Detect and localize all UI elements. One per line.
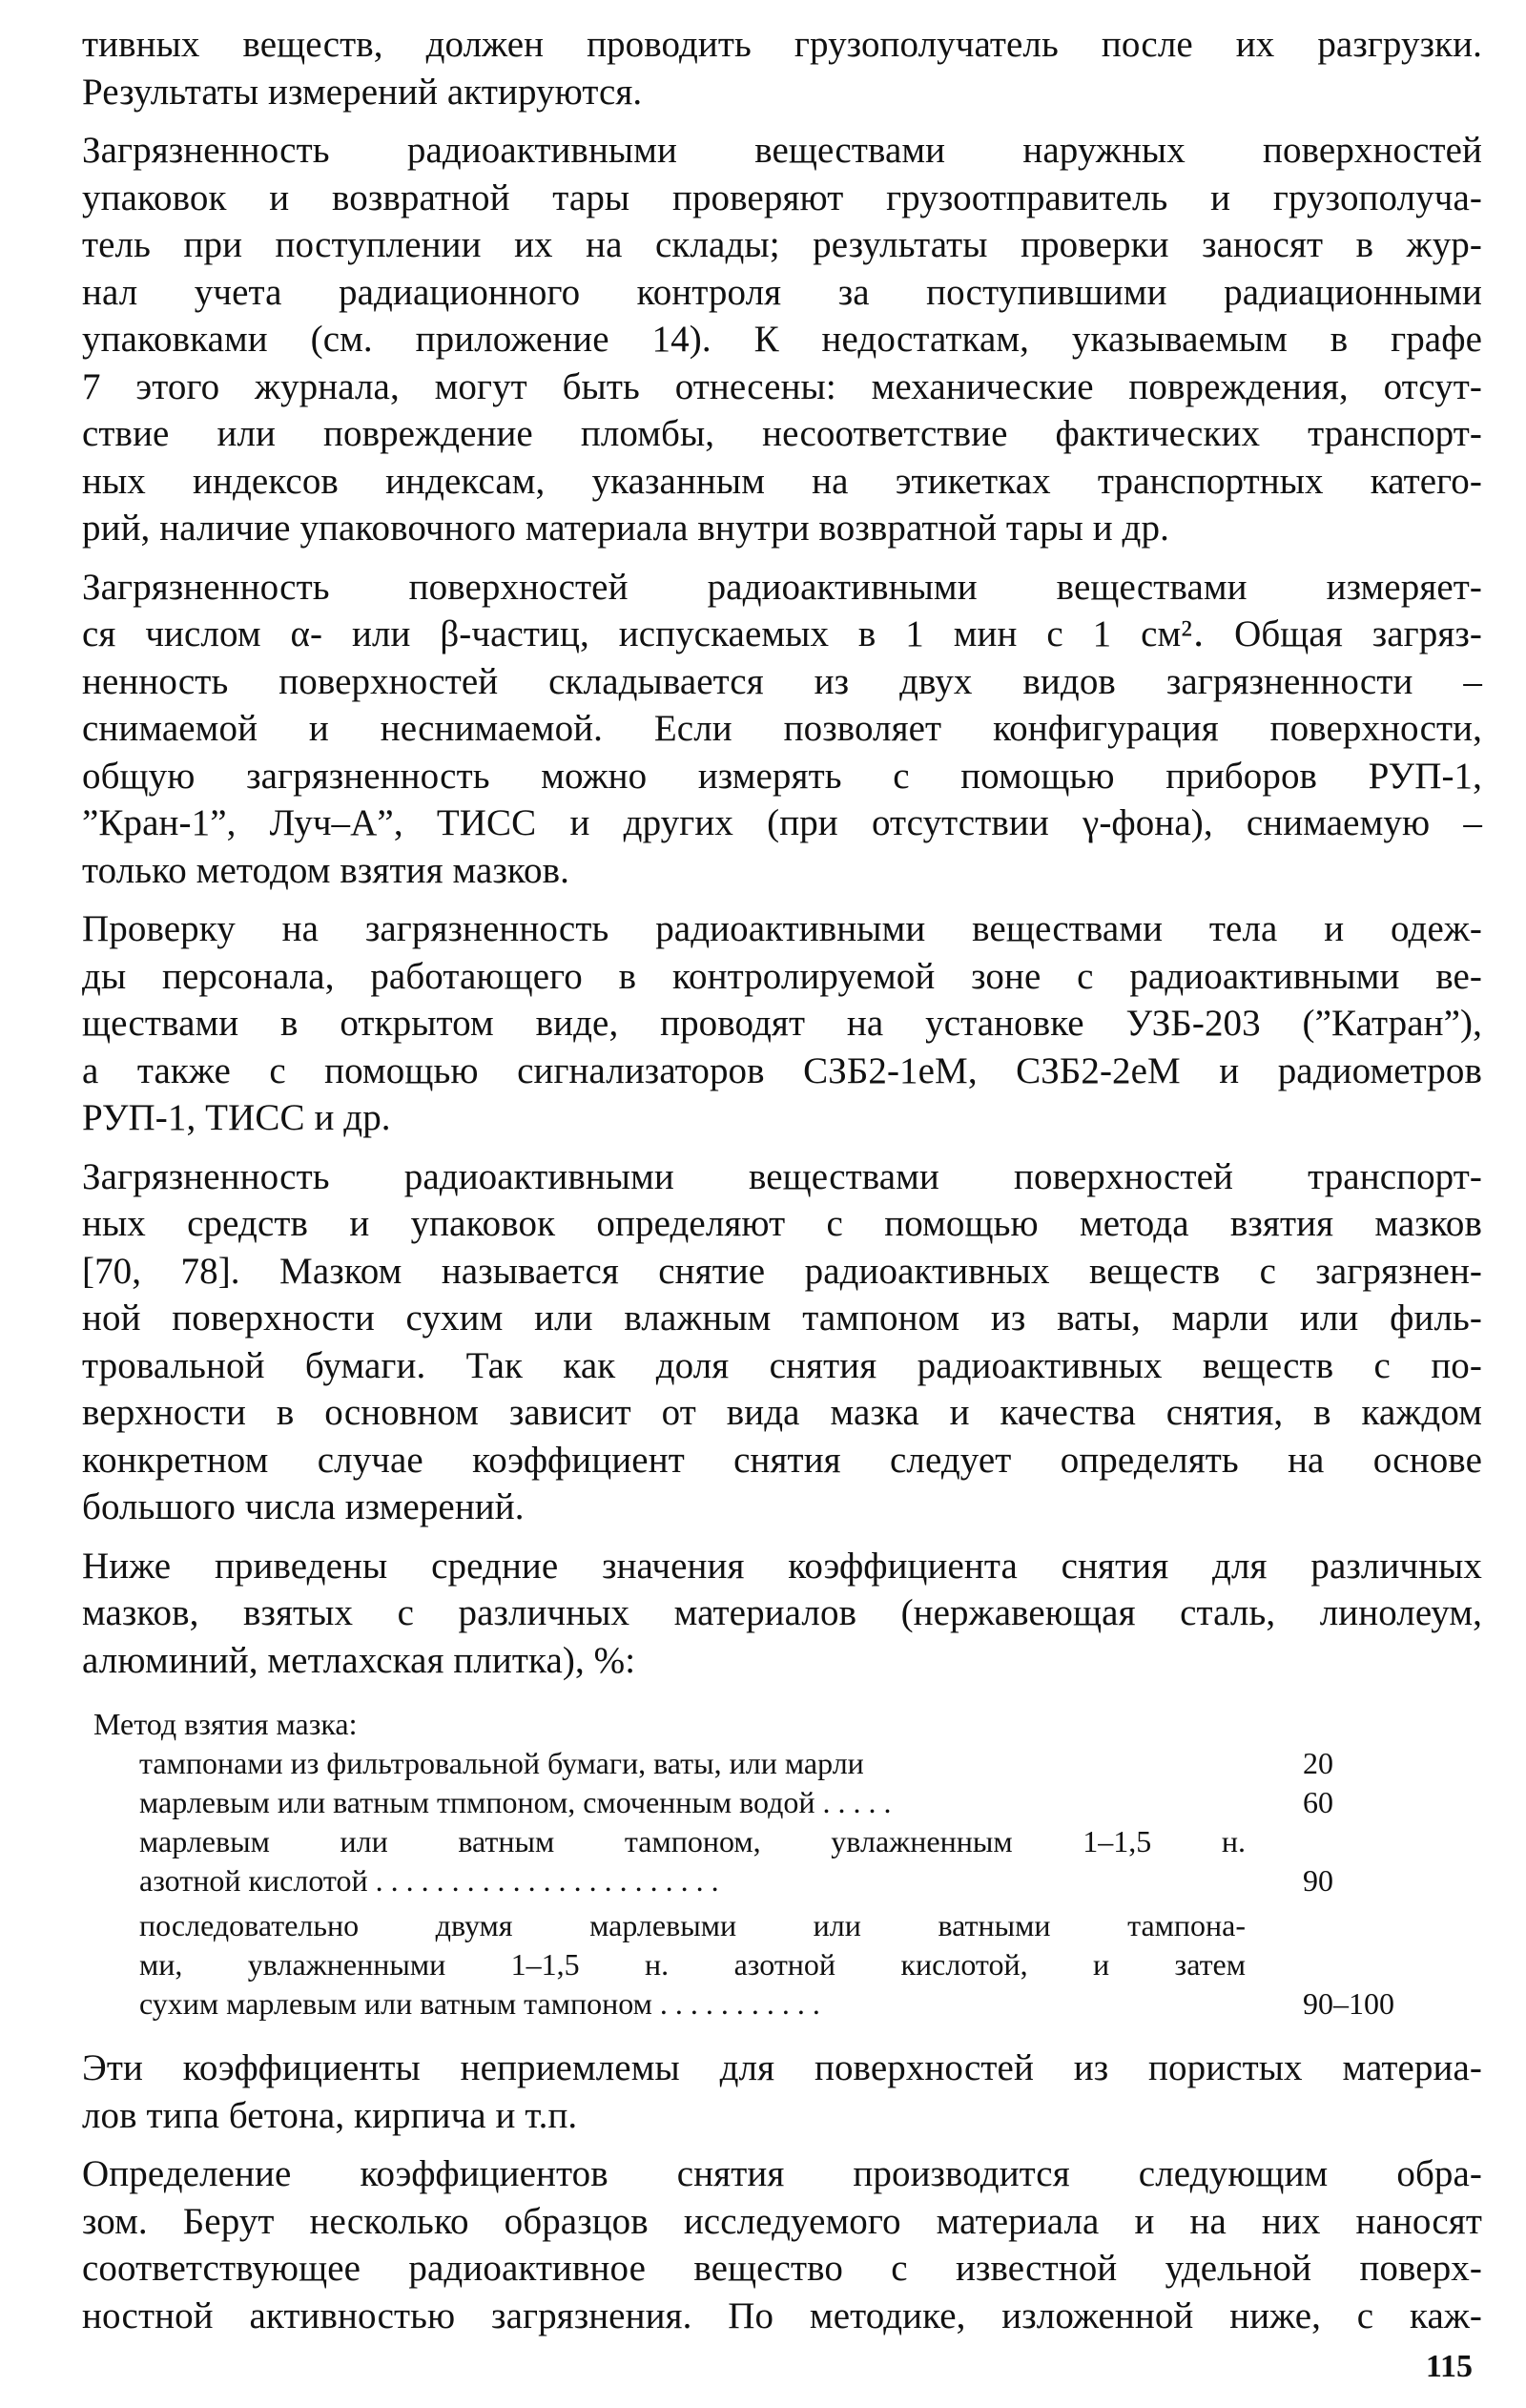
table-row [139, 1783, 1455, 1822]
paragraph-2 [82, 127, 1482, 552]
text-line: тивных веществ, должен проводить грузополучатель после их разгрузки. [82, 24, 1482, 65]
text-line: ненность поверхностей складывается из двух видов загрязненности – [82, 660, 1482, 702]
row-value: 60 [1303, 1785, 1333, 1819]
text-line: Ниже приведены средние значения коэффициента снятия для различных [82, 1545, 1482, 1587]
text-line: ностной активностью загрязнения. По методике, изложенной ниже, с каж- [82, 2294, 1482, 2336]
text-line: только методом взятия мазков. [82, 849, 569, 891]
table-row [139, 1744, 1455, 1783]
text-line: алюминий, метлахская плитка), %: [82, 1639, 636, 1681]
text-line: нал учета радиационного контроля за поступившими радиационными [82, 271, 1482, 313]
paragraph-7 [82, 2045, 1482, 2139]
text-line: ся числом α- или β-частиц, испускаемых в 1 мин с 1 см²․ Общая загряз- [82, 613, 1482, 654]
row-value: 90 [1303, 1863, 1333, 1898]
paragraph-3 [82, 564, 1482, 895]
text-line: Загрязненность радиоактивными веществами поверхностей транспорт- [82, 1155, 1482, 1197]
method-table [82, 1705, 1482, 2024]
text-line: тровальной бумаги. Так как доля снятия радиоактивных веществ с по- [82, 1344, 1482, 1386]
text-line: Результаты измерений актируются. [82, 71, 643, 113]
text-line: Загрязненность поверхностей радиоактивными веществами измеряет- [82, 566, 1482, 608]
text-line: ной поверхности сухим или влажным тампоном из ваты, марли или филь- [82, 1297, 1482, 1339]
text-line: Проверку на загрязненность радиоактивными веществами тела и одеж- [82, 908, 1482, 949]
text-line: ды персонала, работающего в контролируемой зоне с радиоактивными ве- [82, 955, 1482, 997]
text-line: а также с помощью сигнализаторов СЗБ2-1еМ, СЗБ2-2еМ и радиометров [82, 1049, 1482, 1091]
text-line: верхности в основном зависит от вида мазка и качества снятия, в каждом [82, 1392, 1482, 1433]
text-line: ществами в открытом виде, проводят на установке УЗБ-203 (”Катран”), [82, 1003, 1482, 1044]
text-line: рий, наличие упаковочного материала внутри возвратной тары и др. [82, 508, 1169, 549]
text-line: зом. Берут несколько образцов исследуемого материала и на них наносят [82, 2200, 1482, 2242]
table-row [139, 1906, 1455, 2024]
text-line: соответствующее радиоактивное вещество с известной удельной поверх- [82, 2248, 1482, 2289]
page-text [82, 21, 1482, 2351]
row-text: последовательно двумя марлевыми или ватными тампона- [139, 1908, 1246, 1942]
paragraph-4 [82, 905, 1482, 1142]
table-caption: Метод взятия мазка: [93, 1707, 358, 1741]
text-line: ”Кран-1”, Луч–А”, ТИСС и других (при отсутствии γ-фона), снимаемую – [82, 802, 1482, 843]
row-value: 90–100 [1303, 1986, 1394, 2021]
row-text: марлевым или ватным тампоном, увлажненным 1–1,5 н. [139, 1824, 1246, 1858]
text-line: ных индексов индексам, указанным на этикетках транспортных катего- [82, 460, 1482, 502]
page-number: 115 [1425, 2349, 1473, 2384]
paragraph-1 [82, 21, 1482, 115]
paragraph-8 [82, 2150, 1482, 2339]
text-line: конкретном случае коэффициент снятия следует определять на основе [82, 1439, 1482, 1481]
row-text: тампонами из фильтровальной бумаги, ваты, или марли [139, 1746, 864, 1780]
text-line: упаковками (см. приложение 14). К недостаткам, указываемым в графе [82, 319, 1482, 360]
text-line: РУП-1, ТИСС и др. [82, 1097, 391, 1138]
paragraph-6 [82, 1543, 1482, 1685]
text-line: мазков, взятых с различных материалов (нержавеющая сталь, линолеум, [82, 1592, 1482, 1633]
text-line: упаковок и возвратной тары проверяют грузоотправитель и грузополуча- [82, 176, 1482, 218]
text-line: Загрязненность радиоактивными веществами наружных поверхностей [82, 130, 1482, 171]
table-row [139, 1822, 1455, 1900]
row-text: ми, увлажненными 1–1,5 н. азотной кислотой, и затем [139, 1947, 1246, 1982]
text-line: ных средств и упаковок определяют с помощью метода взятия мазков [82, 1203, 1482, 1244]
row-text: азотной кислотой . . . . . . . . . . . . . . . . . . . . . . . [139, 1863, 719, 1898]
text-line: Определение коэффициентов снятия производится следующим обра- [82, 2153, 1482, 2194]
text-line: снимаемой и неснимаемой. Если позволяет конфигурация поверхности, [82, 708, 1482, 749]
row-text: марлевым или ватным тпмпоном, смоченным водой . . . . . [139, 1785, 892, 1819]
text-line: ствие или повреждение пломбы, несоответствие фактических транспорт- [82, 413, 1482, 454]
text-line: Эти коэффициенты неприемлемы для поверхностей из пористых материа- [82, 2047, 1482, 2088]
text-line: общую загрязненность можно измерять с помощью приборов РУП-1, [82, 755, 1482, 797]
row-value: 20 [1303, 1746, 1333, 1780]
text-line: большого числа измерений. [82, 1486, 525, 1527]
text-line: 7 этого журнала, могут быть отнесены: механические повреждения, отсут- [82, 365, 1482, 407]
text-line: тель при поступлении их на склады; результаты проверки заносят в жур- [82, 224, 1482, 265]
text-line: [70, 78]. Мазком называется снятие радиоактивных веществ с загрязнен- [82, 1250, 1482, 1292]
row-text: сухим марлевым или ватным тампоном . . . . . . . . . . . [139, 1986, 820, 2021]
paragraph-5 [82, 1153, 1482, 1531]
text-line: лов типа бетона, кирпича и т.п. [82, 2094, 578, 2136]
